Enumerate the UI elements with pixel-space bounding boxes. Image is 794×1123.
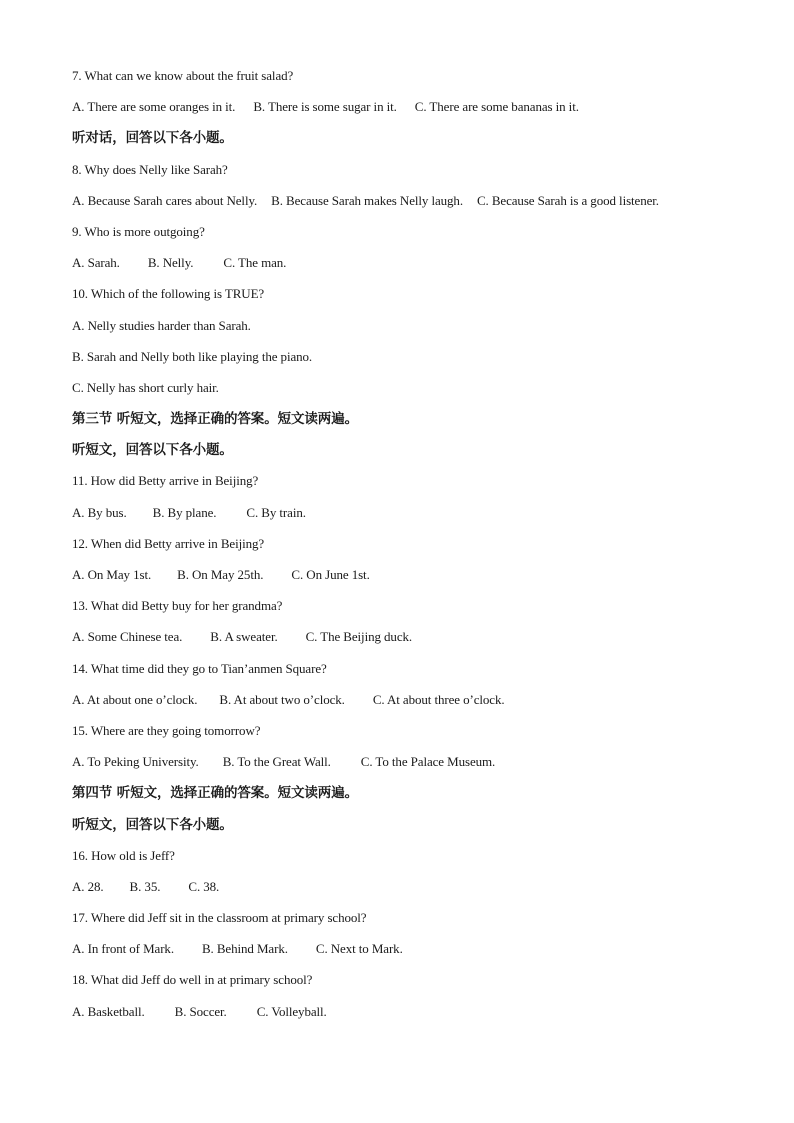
answer-option: A. Sarah. xyxy=(72,255,120,271)
answer-option: C. Next to Mark. xyxy=(315,941,403,957)
answer-option: A. By bus. xyxy=(72,504,127,520)
answer-option: C. To the Palace Museum. xyxy=(360,754,496,770)
answer-option: C. Because Sarah is a good listener. xyxy=(476,192,659,208)
question-text: 13. What did Betty buy for her grandma? xyxy=(72,598,283,614)
answer-options xyxy=(72,190,732,221)
answer-option: A. In front of Mark. xyxy=(72,941,174,957)
answer-options xyxy=(72,876,732,907)
document-page xyxy=(72,65,732,1032)
answer-option: C. By train. xyxy=(246,504,306,520)
question-text: 11. How did Betty arrive in Beijing? xyxy=(72,473,259,489)
answer-options xyxy=(72,502,732,533)
answer-option: C. At about three o’clock. xyxy=(372,691,505,707)
answer-option: A. To Peking University. xyxy=(72,754,199,770)
answer-option: A. On May 1st. xyxy=(72,567,152,582)
answer-options xyxy=(72,626,732,657)
answer-option: A. At about one o’clock. xyxy=(72,691,198,707)
answer-options xyxy=(72,751,732,782)
question-text: 17. Where did Jeff sit in the classroom at primary school? xyxy=(72,910,367,926)
answer-option: B. Nelly. xyxy=(147,255,194,271)
answer-option: C. The man. xyxy=(223,255,287,271)
answer-option: B. A sweater. xyxy=(210,629,278,645)
answer-option: B. To the Great Wall. xyxy=(222,754,331,770)
section-heading: 第三节 听短文，选择正确的答案。短文读两遍。 xyxy=(72,411,358,428)
answer-option: B. On May 25th. xyxy=(177,567,264,582)
answer-options xyxy=(72,689,732,720)
answer-options xyxy=(72,1001,732,1032)
answer-option: B. Behind Mark. xyxy=(201,941,288,957)
section-heading: 听短文，回答以下各小题。 xyxy=(72,442,233,459)
answer-option: A. Basketball. xyxy=(72,1003,145,1019)
answer-option: A. 28. xyxy=(72,878,104,894)
answer-option: B. At about two o’clock. xyxy=(219,691,345,707)
section-heading: 第四节 听短文，选择正确的答案。短文读两遍。 xyxy=(72,785,358,802)
question-text: 12. When did Betty arrive in Beijing? xyxy=(72,535,265,551)
question-text: 8. Why does Nelly like Sarah? xyxy=(72,161,228,177)
answer-option: A. There are some oranges in it. xyxy=(72,99,236,115)
question-text: A. Nelly studies harder than Sarah. xyxy=(72,317,251,333)
answer-option: B. Because Sarah makes Nelly laugh. xyxy=(271,192,463,208)
question-text: 15. Where are they going tomorrow? xyxy=(72,722,261,738)
question-text: 14. What time did they go to Tian’anmen Square? xyxy=(72,660,327,676)
answer-option: B. Soccer. xyxy=(174,1003,227,1019)
question-text: 16. How old is Jeff? xyxy=(72,847,175,863)
answer-options xyxy=(72,96,732,127)
answer-options xyxy=(72,564,732,595)
question-text: 9. Who is more outgoing? xyxy=(72,223,205,239)
question-text: 18. What did Jeff do well in at primary school? xyxy=(72,972,313,988)
answer-option: C. Volleyball. xyxy=(256,1003,327,1019)
answer-options xyxy=(72,938,732,969)
answer-option: B. There is some sugar in it. xyxy=(253,99,397,115)
question-text: B. Sarah and Nelly both like playing the piano. xyxy=(72,348,313,364)
answer-option: B. By plane. xyxy=(152,504,217,520)
question-text: C. Nelly has short curly hair. xyxy=(72,379,219,395)
section-heading: 听对话，回答以下各小题。 xyxy=(72,130,233,147)
answer-option: A. Some Chinese tea. xyxy=(72,629,183,645)
question-text: 7. What can we know about the fruit salad? xyxy=(72,68,294,83)
question-text: 10. Which of the following is TRUE? xyxy=(72,286,265,302)
answer-option: C. The Beijing duck. xyxy=(305,629,413,645)
answer-option: B. 35. xyxy=(129,878,161,894)
answer-options xyxy=(72,252,732,283)
answer-option: A. Because Sarah cares about Nelly. xyxy=(72,192,258,208)
answer-option: C. 38. xyxy=(188,878,220,894)
answer-option: C. There are some bananas in it. xyxy=(414,99,579,115)
answer-option: C. On June 1st. xyxy=(291,567,370,582)
section-heading: 听短文，回答以下各小题。 xyxy=(72,816,233,833)
